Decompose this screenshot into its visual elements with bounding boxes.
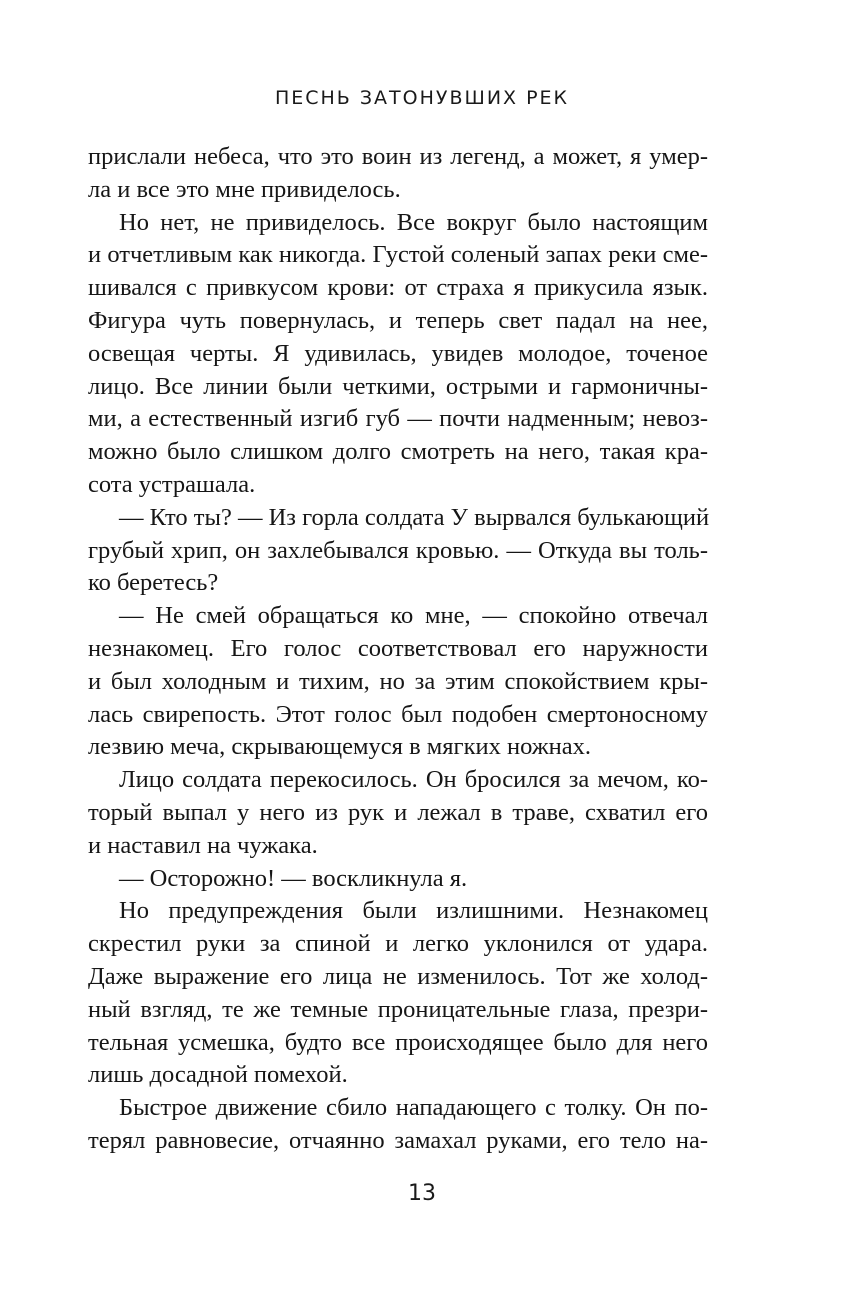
text-line: лась свирепость. Этот голос был подобен смертоносному <box>88 700 708 728</box>
text-line: незнакомец. Его голос соответствовал его наружности <box>88 634 708 662</box>
text-line: Быстрое движение сбило нападающего с толку. Он по- <box>119 1094 708 1122</box>
text-line: ла и все это мне привиделось. <box>88 175 401 203</box>
body-text <box>88 141 708 1158</box>
text-line: терял равновесие, отчаянно замахал руками, его тело на- <box>88 1126 708 1154</box>
text-line: грубый хрип, он захлебывался кровью. — Откуда вы толь- <box>88 536 708 564</box>
text-line: ный взгляд, те же темные проницательные глаза, презри- <box>88 995 708 1023</box>
text-line: и отчетливым как никогда. Густой соленый запах реки сме- <box>88 241 708 269</box>
text-line: лишь досадной помехой. <box>88 1061 348 1089</box>
text-line: лицо. Все линии были четкими, острыми и гармоничны- <box>88 372 708 400</box>
text-line: Но нет, не привиделось. Все вокруг было настоящим <box>119 208 708 236</box>
text-line: лезвию меча, скрывающемуся в мягких ножнах. <box>88 733 592 761</box>
text-line: торый выпал у него из рук и лежал в траве, схватил его <box>88 798 708 826</box>
text-line: сота устрашала. <box>88 470 256 498</box>
text-line: скрестил руки за спиной и легко уклонился от удара. <box>88 930 708 958</box>
text-line: ми, а естественный изгиб губ — почти надменным; невоз- <box>88 405 708 433</box>
text-line: ко беретесь? <box>88 569 219 597</box>
text-line: Но предупреждения были излишними. Незнакомец <box>119 897 708 925</box>
text-line: — Осторожно! — воскликнула я. <box>119 864 468 892</box>
text-line: прислали небеса, что это воин из легенд, а может, я умер- <box>88 143 708 170</box>
text-line: можно было слишком долго смотреть на него, такая кра- <box>88 438 708 466</box>
text-line: шивался с привкусом крови: от страха я прикусила язык. <box>88 274 708 302</box>
text-line: — Не смей обращаться ко мне, — спокойно отвечал <box>119 602 708 630</box>
text-line: Даже выражение его лица не изменилось. Тот же холод- <box>88 962 708 990</box>
text-line: Лицо солдата перекосилось. Он бросился за мечом, ко- <box>119 766 708 794</box>
page-number: 13 <box>408 1181 436 1206</box>
text-line: тельная усмешка, будто все происходящее было для него <box>88 1028 708 1056</box>
text-line: — Кто ты? — Из горла солдата У вырвался булькающий <box>119 503 710 531</box>
text-line: Фигура чуть повернулась, и теперь свет падал на нее, <box>88 306 708 334</box>
text-line: освещая черты. Я удивилась, увидев молодое, точеное <box>88 339 708 367</box>
text-line: и был холодным и тихим, но за этим спокойствием кры- <box>88 667 708 695</box>
text-line: и наставил на чужака. <box>88 831 318 859</box>
running-head: ПЕСНЬ ЗАТОНУВШИХ РЕК <box>274 87 570 109</box>
